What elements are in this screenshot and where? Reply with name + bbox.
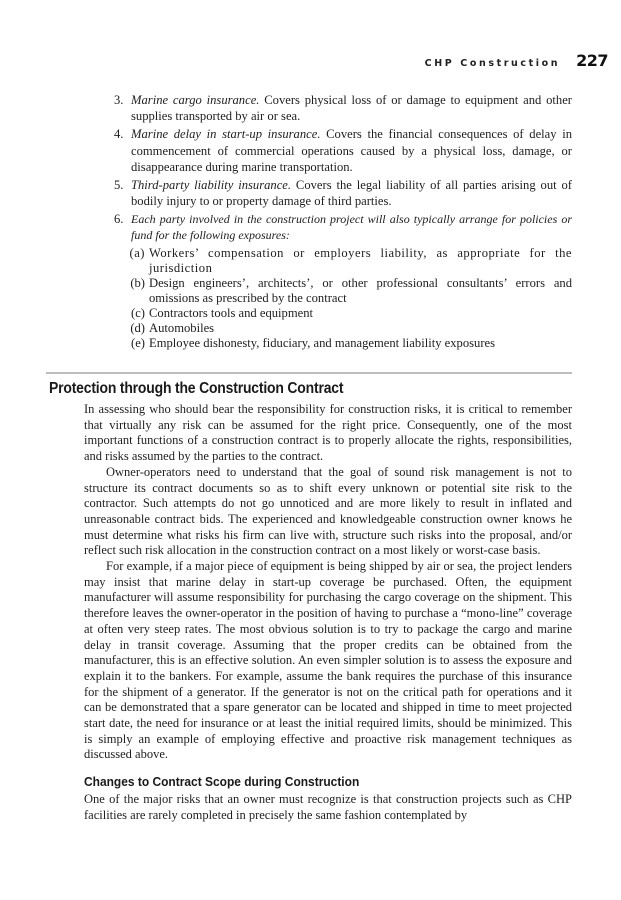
sublist-text: Employee dishonesty, fiduciary, and management liability exposures <box>149 335 496 350</box>
list-item-title: Each party involved in the construction project will also typically arrange for policies or fund for the following exposures: <box>131 212 572 243</box>
sublist-item <box>115 336 572 351</box>
sublist-letter: (d) <box>130 320 145 335</box>
list-item-number: 3. <box>114 93 124 107</box>
list-item <box>114 177 572 210</box>
list-item-title: Third-party liability insurance. <box>131 177 292 192</box>
section-body <box>84 402 572 824</box>
sublist-item <box>115 321 572 336</box>
list-item-title: Marine cargo insurance. <box>131 93 260 107</box>
list-item-text: Covers the financial consequences of delay in commencement of commercial operations caused by a physical loss, damage, or disappearance during marine transportation. <box>131 127 573 175</box>
exposure-sublist <box>114 246 572 351</box>
list-item-text: Covers physical loss of or damage to equipment and other supplies transported by air or sea. <box>131 93 572 124</box>
section-divider <box>46 372 572 374</box>
list-item-number: 4. <box>114 127 124 142</box>
list-item-title: Marine delay in start-up insurance. <box>131 127 321 142</box>
body-paragraph: For example, if a major piece of equipment is being shipped by air or sea, the project lenders may insist that marine delay in start-up coverage be purchased. Often, the equipment manufacturer will assume responsibility for purchasing the cargo coverage on the shipment. This therefore leaves the owner-operator in the position of having to purchase a “mono-line” coverage at often very steep rates. The most obvious solution is to try to package the cargo and marine delay in transit coverage. Assuming that the proper credits can be obtained from the manufacturer, this is an effective solution. An even simpler solution is to assess the exposure and explain it to the bankers. For example, assume the bank requires the purchase of this insurance for the shipment of a generator. If the generator is not on the critical path for operations and it can be demonstrated that a spare generator can be located and shipped in time to meet projected start date, the need for insurance or at least the initial required limits, should be minimized. This is simply an example of employing effective and proactive risk management techniques as discussed above. <box>84 559 572 762</box>
body-paragraph: One of the major risks that an owner must recognize is that construction projects such as CHP facilities are rarely completed in precisely the same fashion contemplated by <box>84 792 572 822</box>
running-header <box>425 51 608 70</box>
sublist-letter: (c) <box>131 305 145 320</box>
sublist-text: Design engineers’, architects’, or other professional consultants’ errors and omissions as prescribed by the contract <box>149 275 572 305</box>
body-paragraph: In assessing who should bear the responsibility for construction risks, it is critical to remember that virtually any risk can be assumed for the right price. Consequently, one of the most important functions of a construction contract is to properly allocate the rights, responsibilities, and risks assumed by the parties to the contract. <box>84 402 572 464</box>
list-item-number: 5. <box>114 177 124 192</box>
running-title: CHP Construction <box>424 58 561 69</box>
list-item-number: 6. <box>114 212 124 227</box>
subsection-heading: Changes to Contract Scope during Construction <box>84 774 360 790</box>
sublist-letter: (a) <box>129 245 145 260</box>
list-item <box>114 211 572 244</box>
sublist-letter: (e) <box>131 335 145 350</box>
list-item <box>114 92 572 125</box>
sublist-item <box>115 276 572 306</box>
insurance-list <box>114 92 572 351</box>
body-paragraph: Owner-operators need to understand that the goal of sound risk management is not to structure its contract documents so as to shift every unknown or potential site risk to the contractor. Such attempts do not go unnoticed and are more likely to result in inflated and unreasonable contract bids. The experienced and knowledgeable construction owner knows he must determine what risks his firm can live with, structure such risks into the proposal, and/or reflect such risk allocation in the construction contract on a most likely or worst-case basis. <box>84 464 572 558</box>
sublist-text: Workers’ compensation or employers liability, as appropriate for the jurisdiction <box>149 245 572 275</box>
sublist-text: Contractors tools and equipment <box>149 305 314 320</box>
list-item-text: Covers the legal liability of all parties arising out of bodily injury to or property damage of third parties. <box>131 177 572 209</box>
sublist-item <box>115 246 572 276</box>
sublist-letter: (b) <box>130 275 145 290</box>
sublist-text: Automobiles <box>149 320 215 335</box>
sublist-item <box>115 306 572 321</box>
section-heading: Protection through the Construction Contract <box>49 380 344 397</box>
page-number: 227 <box>576 51 608 70</box>
list-item <box>114 126 572 175</box>
